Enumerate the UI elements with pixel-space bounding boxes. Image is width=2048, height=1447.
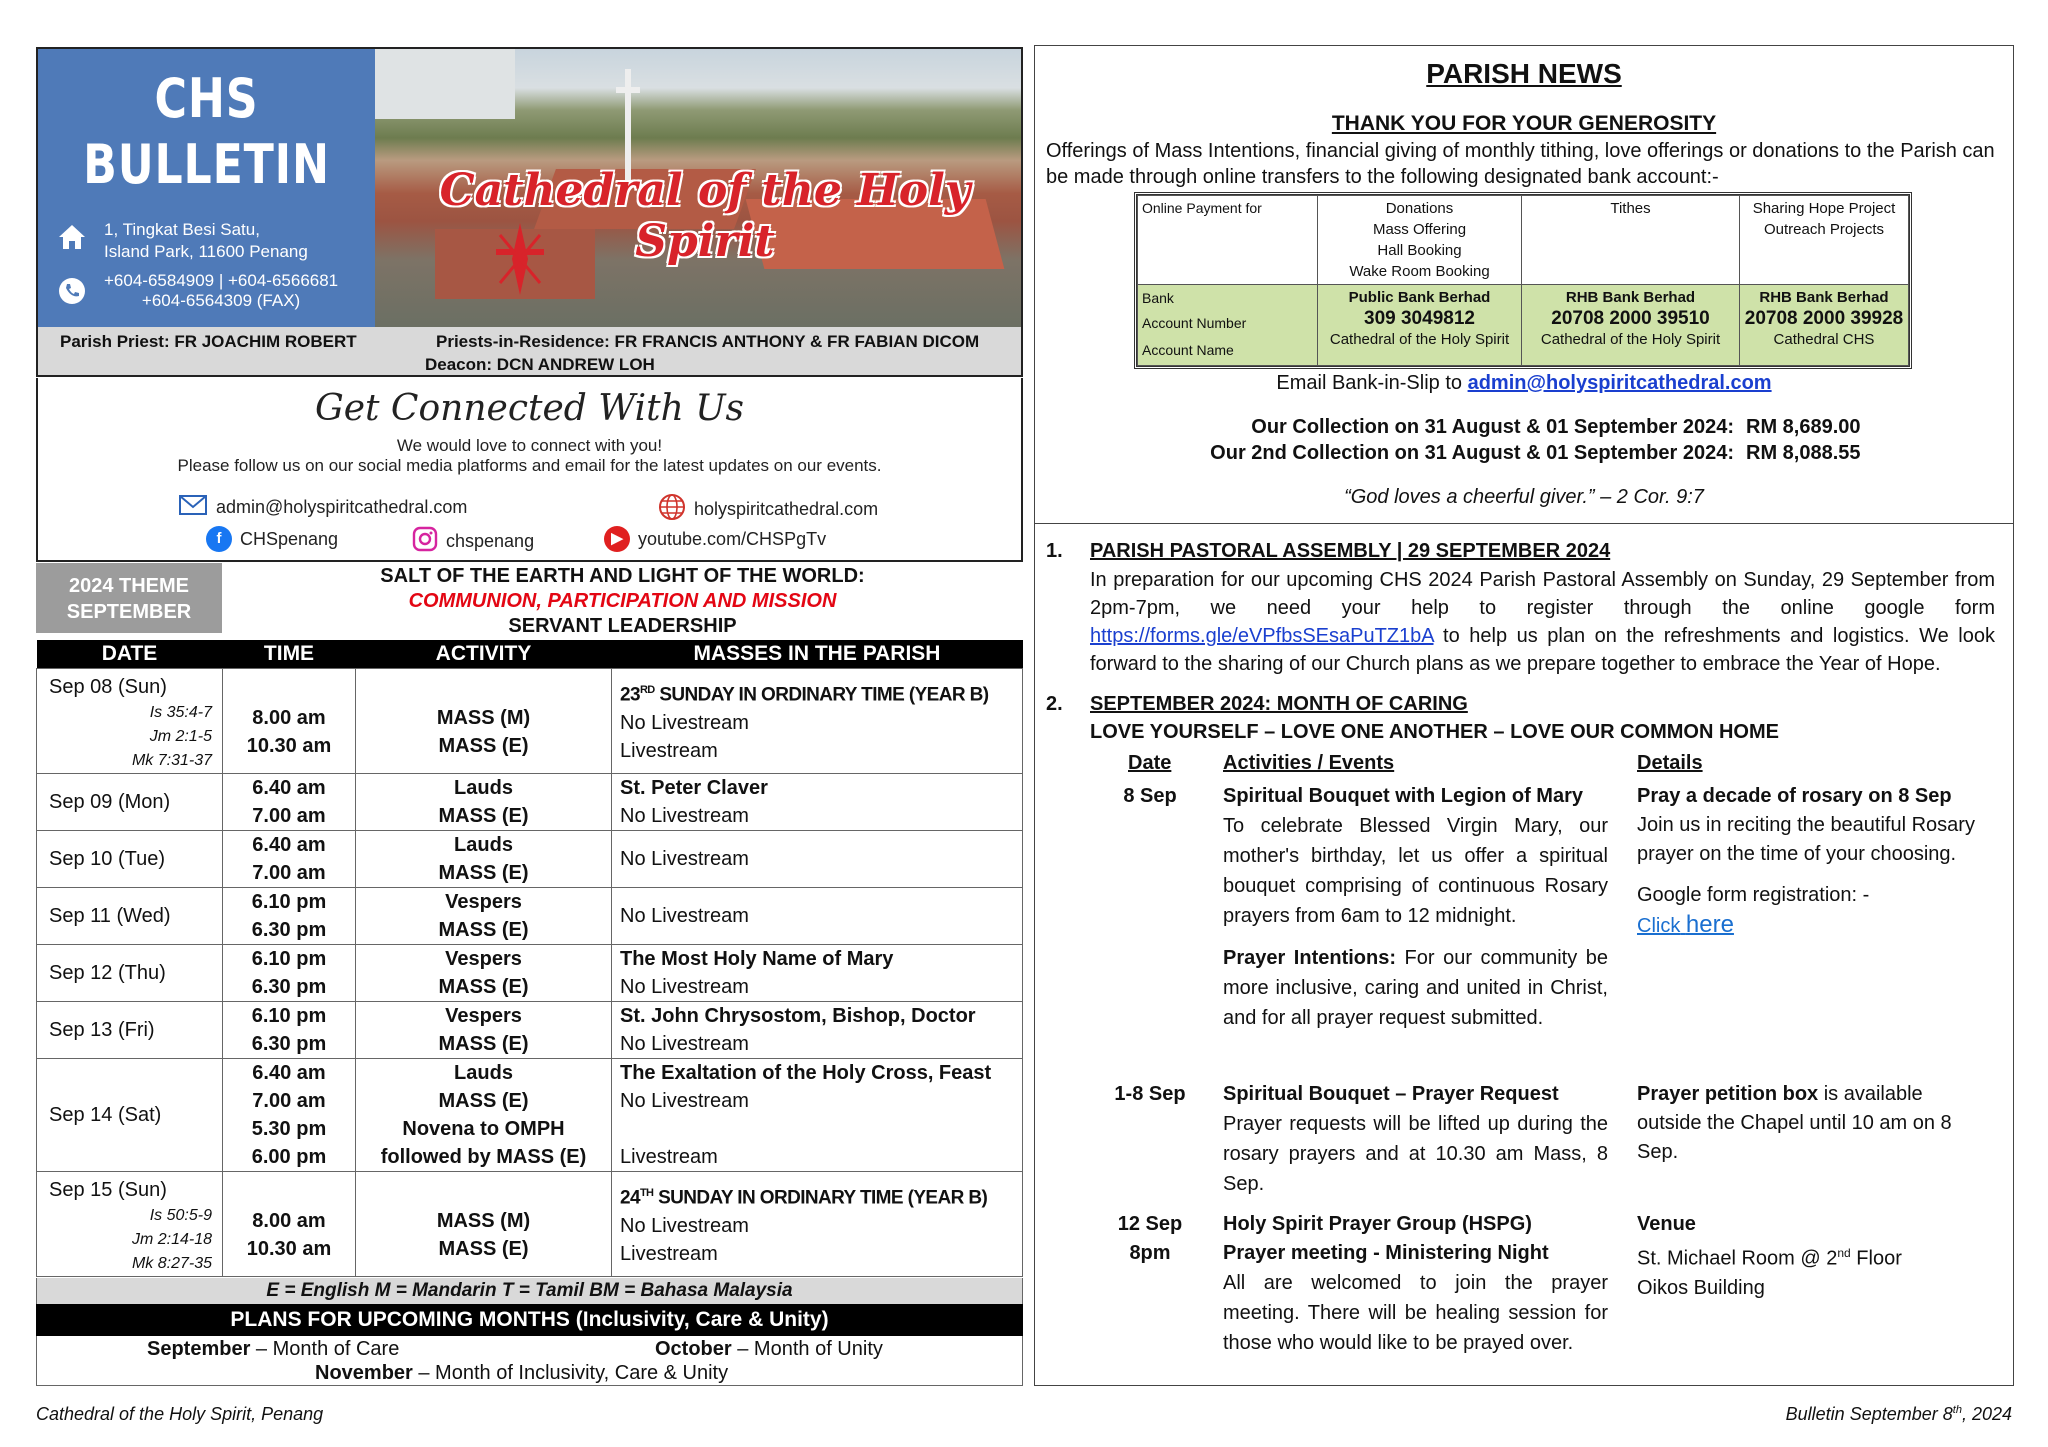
language-legend: E = English M = Mandarin T = Tamil BM = Bahasa Malaysia bbox=[36, 1278, 1023, 1304]
facebook-icon: f bbox=[206, 526, 232, 552]
schedule-activity: Lauds MASS (E) bbox=[356, 830, 612, 887]
rhb-tithes-account: RHB Bank Berhad 20708 2000 39510 Cathedral of the Holy Spirit bbox=[1522, 285, 1740, 366]
theme-line-3: SERVANT LEADERSHIP bbox=[508, 615, 737, 637]
schedule-row bbox=[37, 668, 1023, 773]
address-line-1: 1, Tingkat Besi Satu, bbox=[104, 220, 260, 239]
schedule-mass: The Exaltation of the Holy Cross, Feast No Livestream Livestream bbox=[612, 1058, 1023, 1171]
event-3-title: Holy Spirit Prayer Group (HSPG) bbox=[1223, 1213, 1532, 1235]
public-bank-account: Public Bank Berhad 309 3049812 Cathedral of the Holy Spirit bbox=[1318, 285, 1522, 366]
schedule-activity: Lauds MASS (E) bbox=[356, 773, 612, 830]
schedule-activity: MASS (M) MASS (E) bbox=[356, 668, 612, 773]
section-1-heading: PARISH PASTORAL ASSEMBLY | 29 SEPTEMBER 2024 bbox=[1090, 540, 1611, 562]
connect-line-1: We would love to connect with you! bbox=[396, 436, 663, 455]
event-3-details bbox=[1637, 1210, 1987, 1303]
schedule-time: 6.10 pm 6.30 pm bbox=[223, 944, 356, 1001]
cathedral-photo bbox=[375, 49, 1023, 327]
connect-title: Get Connected With Us bbox=[314, 388, 745, 429]
schedule-time: 6.10 pm 6.30 pm bbox=[223, 1001, 356, 1058]
event-1-intentions: Prayer Intentions: For our community be more inclusive, caring and united in Christ, and for all prayer request submitted. bbox=[1223, 947, 1608, 1029]
schedule-time: 6.40 am 7.00 am 5.30 pm 6.00 pm bbox=[223, 1058, 356, 1171]
offer-text: Offerings of Mass Intentions, financial giving of monthly tithing, love offerings or donations to the Parish can be made through online transfers to the following designated bank account:- bbox=[1046, 140, 1995, 188]
parish-priest: Parish Priest: FR JOACHIM ROBERT bbox=[60, 332, 357, 351]
col-time: TIME bbox=[223, 640, 356, 668]
website-contact[interactable] bbox=[658, 493, 878, 526]
title-chs: CHS bbox=[154, 67, 259, 130]
schedule-row bbox=[37, 830, 1023, 887]
website-text: holyspiritcathedral.com bbox=[694, 499, 879, 519]
event-1-body: To celebrate Blessed Virgin Mary, our mother's birthday, let us offer a spiritual bouquet comprising of continuous Rosary prayers from 6am to 12 midnight. bbox=[1223, 815, 1608, 927]
event-2-details: Prayer petition box is available outside the Chapel until 10 am on 8 Sep. bbox=[1637, 1083, 1952, 1163]
col-date: DATE bbox=[37, 640, 223, 668]
google-form-label: Google form registration: - bbox=[1637, 884, 1870, 906]
schedule-row bbox=[37, 887, 1023, 944]
schedule-activity: MASS (M) MASS (E) bbox=[356, 1171, 612, 1276]
google-form-link[interactable]: https://forms.gle/eVPfbsSEsaPuTZ1bA bbox=[1090, 625, 1434, 647]
plan-november: November – Month of Inclusivity, Care & Unity bbox=[315, 1362, 729, 1384]
event-2-body: Prayer requests will be lifted up during the rosary prayers and at 10.30 am Mass, 8 Sep. bbox=[1223, 1113, 1608, 1195]
schedule-mass: No Livestream bbox=[612, 887, 1023, 944]
collection-1-label: Our Collection on 31 August & 01 September 2024: bbox=[1251, 416, 1734, 438]
schedule-date: Sep 10 (Tue) bbox=[37, 830, 223, 887]
event-3-body: All are welcomed to join the prayer meeting. There will be healing session for those who would like to be prayed over. bbox=[1223, 1272, 1608, 1354]
schedule-time: 6.40 am 7.00 am bbox=[223, 773, 356, 830]
event-3-subtitle: Prayer meeting - Ministering Night bbox=[1223, 1242, 1549, 1264]
admin-email-link[interactable]: admin@holyspiritcathedral.com bbox=[1467, 372, 1772, 394]
cathedral-name: Cathedral of the Holy Spirit bbox=[439, 165, 971, 267]
schedule-mass: The Most Holy Name of Mary No Livestream bbox=[612, 944, 1023, 1001]
bank-labels: Bank Account Number Account Name bbox=[1138, 285, 1318, 366]
event-1 bbox=[1223, 782, 1608, 1033]
bulletin-header bbox=[36, 47, 1023, 377]
phone-numbers bbox=[104, 271, 338, 311]
title-bulletin: BULLETIN bbox=[83, 133, 330, 196]
instagram-icon bbox=[412, 526, 438, 557]
schedule-row bbox=[37, 1171, 1023, 1276]
schedule-mass: 23RD SUNDAY IN ORDINARY TIME (YEAR B) No Livestream Livestream bbox=[612, 668, 1023, 773]
schedule-date: Sep 15 (Sun) Is 50:5-9 Jm 2:14-18 Mk 8:27-35 bbox=[37, 1171, 223, 1276]
col-head-date: Date bbox=[1128, 752, 1172, 774]
connect-section bbox=[36, 378, 1023, 562]
collection-1-value: RM 8,689.00 bbox=[1746, 416, 1861, 438]
event-2-date: 1-8 Sep bbox=[1114, 1083, 1186, 1105]
section-2-tagline: LOVE YOURSELF – LOVE ONE ANOTHER – LOVE OUR COMMON HOME bbox=[1090, 721, 1779, 743]
instagram-text: chspenang bbox=[446, 531, 535, 551]
theme-text bbox=[230, 564, 1015, 639]
email-prefix: Email Bank-in-Slip to bbox=[1276, 372, 1468, 394]
schedule-date: Sep 12 (Thu) bbox=[37, 944, 223, 1001]
event-3-venue-line-1: St. Michael Room @ 2nd Floor bbox=[1637, 1246, 1902, 1270]
schedule-row bbox=[37, 1001, 1023, 1058]
schedule-activity: Vespers MASS (E) bbox=[356, 944, 612, 1001]
globe-icon bbox=[658, 493, 686, 526]
section-1-number: 1. bbox=[1046, 540, 1063, 562]
section-2-heading: SEPTEMBER 2024: MONTH OF CARING bbox=[1090, 693, 1468, 715]
collection-2-label: Our 2nd Collection on 31 August & 01 September 2024: bbox=[1210, 442, 1734, 464]
donations-cell: Donations Mass Offering Hall Booking Wake Room Booking bbox=[1318, 196, 1522, 285]
theme-line-2: COMMUNION, PARTICIPATION AND MISSION bbox=[408, 590, 837, 612]
schedule-time: 8.00 am 10.30 am bbox=[223, 668, 356, 773]
parish-news-title: PARISH NEWS bbox=[1426, 58, 1622, 89]
event-1-title: Spiritual Bouquet with Legion of Mary bbox=[1223, 785, 1583, 807]
col-head-activities: Activities / Events bbox=[1223, 752, 1395, 774]
schedule-date: Sep 08 (Sun) Is 35:4-7 Jm 2:1-5 Mk 7:31-37 bbox=[37, 668, 223, 773]
schedule-date: Sep 09 (Mon) bbox=[37, 773, 223, 830]
deacon: Deacon: DCN ANDREW LOH bbox=[425, 355, 655, 374]
theme-year: 2024 THEME bbox=[68, 575, 190, 597]
footer-right: Bulletin September 8th, 2024 bbox=[1785, 1404, 2012, 1424]
address-line-2: Island Park, 11600 Penang bbox=[104, 242, 308, 261]
thank-you-heading: THANK YOU FOR YOUR GENEROSITY bbox=[1331, 112, 1717, 135]
schedule-row bbox=[37, 944, 1023, 1001]
schedule-time: 6.10 pm 6.30 pm bbox=[223, 887, 356, 944]
schedule-date: Sep 13 (Fri) bbox=[37, 1001, 223, 1058]
schedule-activity: Vespers MASS (E) bbox=[356, 1001, 612, 1058]
col-activity: ACTIVITY bbox=[356, 640, 612, 668]
plan-october: October – Month of Unity bbox=[655, 1338, 883, 1360]
tithes-cell: Tithes bbox=[1522, 196, 1740, 285]
section-2-number: 2. bbox=[1046, 693, 1063, 715]
rhb-outreach-account: RHB Bank Berhad 20708 2000 39928 Cathedral CHS bbox=[1740, 285, 1909, 366]
email-contact[interactable] bbox=[178, 493, 467, 522]
theme-box bbox=[36, 563, 222, 633]
click-here-link[interactable]: Click here bbox=[1637, 911, 1734, 938]
plan-september: September – Month of Care bbox=[147, 1338, 400, 1360]
mail-icon bbox=[178, 493, 208, 522]
mass-schedule-table bbox=[36, 640, 1023, 1277]
youtube-icon: ▶ bbox=[604, 526, 630, 552]
bank-accounts-table bbox=[1134, 192, 1912, 369]
event-1-detail-title: Pray a decade of rosary on 8 Sep bbox=[1637, 785, 1952, 807]
event-3 bbox=[1223, 1210, 1608, 1358]
col-head-details: Details bbox=[1637, 752, 1703, 774]
section-divider bbox=[1034, 523, 2014, 524]
youtube-contact[interactable] bbox=[604, 526, 826, 552]
schedule-time: 8.00 am 10.30 am bbox=[223, 1171, 356, 1276]
event-2-title: Spiritual Bouquet – Prayer Request bbox=[1223, 1083, 1559, 1105]
collection-2-value: RM 8,088.55 bbox=[1746, 442, 1861, 464]
instagram-contact[interactable] bbox=[412, 526, 534, 557]
clergy-strip bbox=[38, 327, 1023, 377]
email-text: admin@holyspiritcathedral.com bbox=[216, 497, 468, 517]
event-2 bbox=[1223, 1080, 1608, 1199]
plans-body bbox=[36, 1336, 1023, 1386]
schedule-row bbox=[37, 1058, 1023, 1171]
online-payment-label: Online Payment for bbox=[1138, 196, 1318, 285]
section-1-body: In preparation for our upcoming CHS 2024 Parish Pastoral Assembly on Sunday, 29 September from 2pm-7pm, we need your help to register through the online google form https://forms.gle/eVPfbsSEsaPuTZ1bA to help us plan on the refreshments and logistics. We look forward to the sharing of our Church plans as we prepare together to embrace the Year of Hope. bbox=[1090, 569, 1995, 675]
outreach-cell: Sharing Hope Project Outreach Projects bbox=[1740, 196, 1909, 285]
bulletin-title-panel bbox=[38, 49, 375, 327]
footer-left: Cathedral of the Holy Spirit, Penang bbox=[36, 1404, 324, 1424]
phone-line-1: +604-6584909 | +604-6566681 bbox=[104, 271, 339, 290]
facebook-text: CHSpenang bbox=[240, 528, 339, 549]
holy-spirit-emblem-icon bbox=[490, 219, 550, 299]
event-1-date: 8 Sep bbox=[1123, 785, 1177, 807]
event-1-details bbox=[1637, 782, 1997, 941]
plans-header: PLANS FOR UPCOMING MONTHS (Inclusivity, Care & Unity) bbox=[36, 1304, 1023, 1336]
schedule-date: Sep 14 (Sat) bbox=[37, 1058, 223, 1171]
phone-line-2: +604-6564309 (FAX) bbox=[141, 291, 301, 310]
schedule-mass: St. John Chrysostom, Bishop, Doctor No Livestream bbox=[612, 1001, 1023, 1058]
event-3-venue-line-2: Oikos Building bbox=[1637, 1276, 1765, 1299]
theme-line-1: SALT OF THE EARTH AND LIGHT OF THE WORLD: bbox=[380, 565, 865, 587]
schedule-mass: St. Peter Claver No Livestream bbox=[612, 773, 1023, 830]
theme-month: SEPTEMBER bbox=[66, 601, 192, 623]
schedule-mass: No Livestream bbox=[612, 830, 1023, 887]
address bbox=[104, 219, 308, 263]
schedule-date: Sep 11 (Wed) bbox=[37, 887, 223, 944]
event-3-venue-title: Venue bbox=[1637, 1213, 1696, 1235]
scripture-quote: “God loves a cheerful giver.” – 2 Cor. 9:7 bbox=[1344, 486, 1704, 508]
schedule-row bbox=[37, 773, 1023, 830]
event-3-date: 12 Sep 8pm bbox=[1117, 1213, 1183, 1264]
schedule-mass: 24TH SUNDAY IN ORDINARY TIME (YEAR B) No Livestream Livestream bbox=[612, 1171, 1023, 1276]
phone-icon bbox=[56, 275, 88, 307]
youtube-text: youtube.com/CHSPgTv bbox=[638, 528, 827, 549]
col-masses: MASSES IN THE PARISH bbox=[612, 640, 1023, 668]
schedule-activity: Lauds MASS (E) Novena to OMPH followed by MASS (E) bbox=[356, 1058, 612, 1171]
schedule-time: 6.40 am 7.00 am bbox=[223, 830, 356, 887]
schedule-activity: Vespers MASS (E) bbox=[356, 887, 612, 944]
connect-line-2: Please follow us on our social media platforms and email for the latest updates on our events. bbox=[177, 456, 882, 475]
event-1-detail-body: Join us in reciting the beautiful Rosary prayer on the time of your choosing. bbox=[1637, 814, 1975, 865]
home-icon bbox=[56, 221, 88, 253]
priests-in-residence: Priests-in-Residence: FR FRANCIS ANTHONY & FR FABIAN DICOM bbox=[436, 332, 980, 351]
bank-slip-email bbox=[1034, 372, 2014, 395]
facebook-contact[interactable] bbox=[206, 526, 338, 552]
